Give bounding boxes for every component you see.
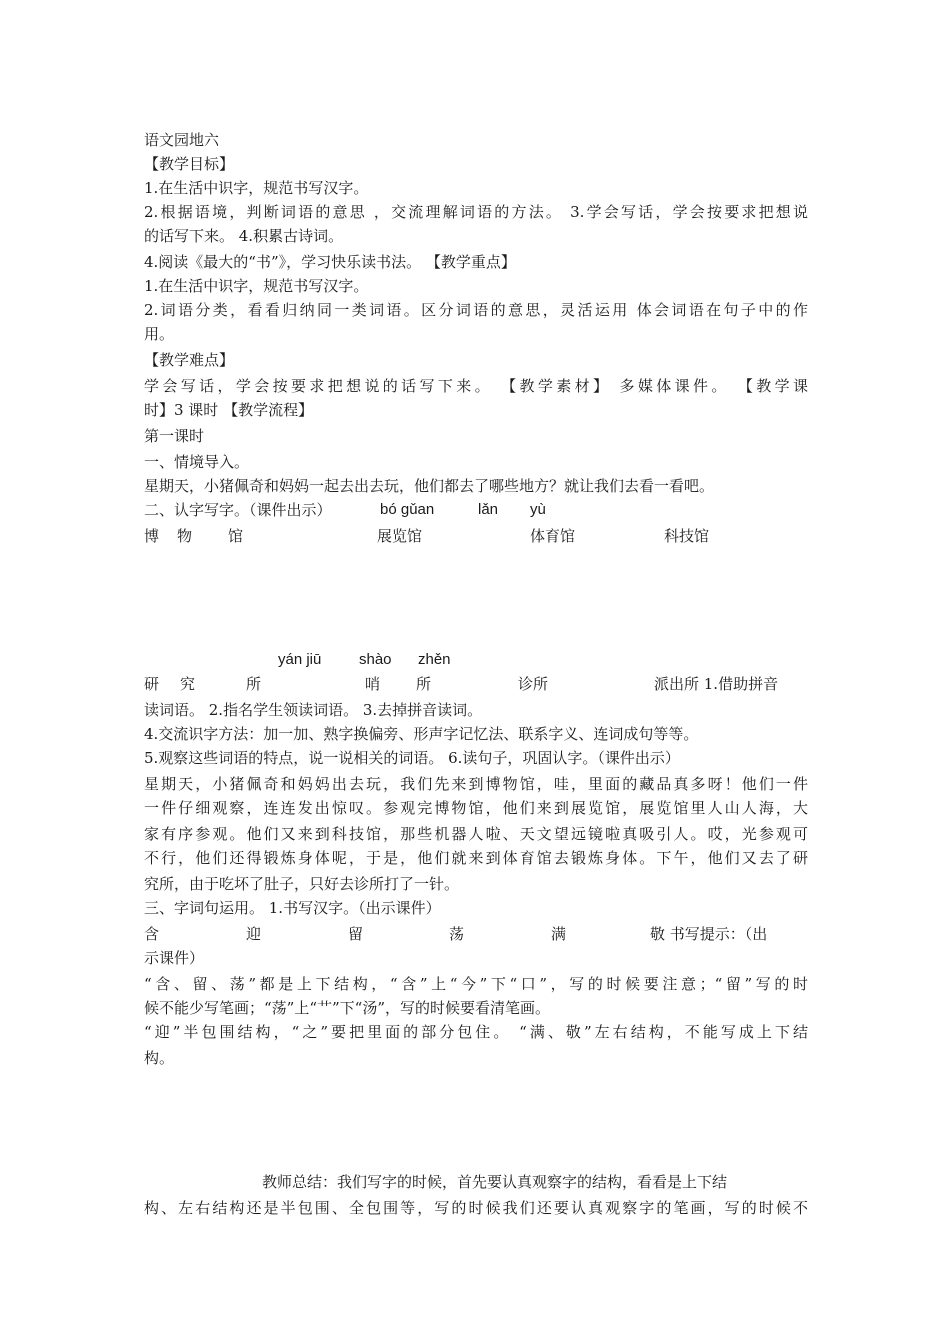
text-line: 二、认字写字。（课件出示） <box>144 501 332 519</box>
text-line: “迎”半包围结构，“之”要把里面的部分包住。 “满、敬”左右结构，不能写成上下结 <box>144 1023 808 1041</box>
text-line: 4.交流识字方法：加一加、熟字换偏旁、形声字记忆法、联系字义、连词成句等等。 <box>144 725 699 743</box>
word-char: 迎 <box>246 925 262 943</box>
text-line: 三、字词句运用。 1.书写汉字。（出示课件） <box>144 899 441 917</box>
text-line: 时】3 课时 【教学流程】 <box>144 401 314 419</box>
text-line: 用。 <box>144 325 175 343</box>
word-char: 所 <box>416 675 432 693</box>
text-line: 5.观察这些词语的特点，说一说相关的词语。 6.读句子，巩固认字。（课件出示） <box>144 749 680 767</box>
pinyin-label: shào <box>359 651 392 668</box>
text-line: 一、情境导入。 <box>144 453 250 471</box>
text-line: 家有序参观。他们又来到科技馆，那些机器人啦、天文望远镜啦真吸引人。哎，光参观可 <box>144 825 808 843</box>
text-line: 构、左右结构还是半包围、全包围等，写的时候我们还要认真观察字的笔画，写的时候不 <box>144 1199 808 1217</box>
word-char: 研 <box>144 675 160 693</box>
pinyin-label: yù <box>530 501 546 518</box>
text-line: 一件仔细观察，连连发出惊叹。参观完博物馆，他们来到展览馆，展览馆里人山人海，大 <box>144 799 808 817</box>
section-heading-goals: 【教学目标】 <box>144 155 235 173</box>
word-char: 荡 <box>449 925 465 943</box>
word: 体育馆 <box>530 527 576 545</box>
word-char: 馆 <box>228 527 244 545</box>
text-line: 构。 <box>144 1049 175 1067</box>
word-char: 留 <box>348 925 364 943</box>
word-char: 哨 <box>365 675 381 693</box>
document-title: 语文园地六 <box>144 131 220 149</box>
text-line: 2.根据语境，判断词语的意思 ，交流理解词语的方法。 3.学会写话，学会按要求把想说 <box>144 203 808 221</box>
pinyin-label: zhěn <box>418 651 451 668</box>
pinyin-label: yán jiū <box>278 651 322 668</box>
section-heading-difficulty: 【教学难点】 <box>144 351 235 369</box>
word-char: 博 <box>144 527 160 545</box>
text-line: 2.词语分类，看看归纳同一类词语。区分词语的意思，灵活运用 体会词语在句子中的作 <box>144 301 808 319</box>
word-char: 所 <box>246 675 262 693</box>
word: 派出所 1.借助拼音 <box>654 675 779 693</box>
text-line: 示课件） <box>144 949 205 967</box>
text-line: 1.在生活中识字，规范书写汉字。 <box>144 277 369 295</box>
word-char: 究 <box>180 675 196 693</box>
word: 诊所 <box>518 675 549 693</box>
text-line: 读词语。 2.指名学生领读词语。 3.去掉拼音读词。 <box>144 701 483 719</box>
word: 展览馆 <box>377 527 423 545</box>
pinyin-label: bó gǔan <box>380 501 435 518</box>
word-char: 满 <box>551 925 567 943</box>
word-char: 含 <box>144 925 160 943</box>
lesson-heading: 第一课时 <box>144 427 205 445</box>
text-line: 候不能少写笔画；“荡”上“艹”下“汤”，写的时候要看清笔画。 <box>144 999 551 1017</box>
text-line: 不行，他们还得锻炼身体呢，于是，他们就来到体育馆去锻炼身体。下午，他们又去了研 <box>144 849 808 867</box>
word-char: 敬 书写提示：（出 <box>650 925 768 943</box>
text-line: 4.阅读《最大的“书”》，学习快乐读书法。 【教学重点】 <box>144 253 516 271</box>
text-line: 教师总结：我们写字的时候，首先要认真观察字的结构，看看是上下结 <box>262 1173 728 1191</box>
word: 科技馆 <box>664 527 710 545</box>
text-line: 究所，由于吃坏了肚子，只好去诊所打了一针。 <box>144 875 460 893</box>
text-line: 星期天，小猪佩奇和妈妈一起去出去玩，他们都去了哪些地方？就让我们去看一看吧。 <box>144 477 715 495</box>
text-line: 学会写话，学会按要求把想说的话写下来。 【教学素材】 多媒体课件。 【教学课 <box>144 377 808 395</box>
word-char: 物 <box>177 527 193 545</box>
text-line: 的话写下来。 4.积累古诗词。 <box>144 227 344 245</box>
pinyin-label: lǎn <box>478 501 499 518</box>
text-line: 1.在生活中识字，规范书写汉字。 <box>144 179 369 197</box>
text-line: “含、留、荡”都是上下结构，“含”上“今”下“口”，写的时候要注意；“留”写的时 <box>144 975 808 993</box>
text-line: 星期天，小猪佩奇和妈妈出去玩，我们先来到博物馆，哇，里面的藏品真多呀！他们一件 <box>144 775 808 793</box>
